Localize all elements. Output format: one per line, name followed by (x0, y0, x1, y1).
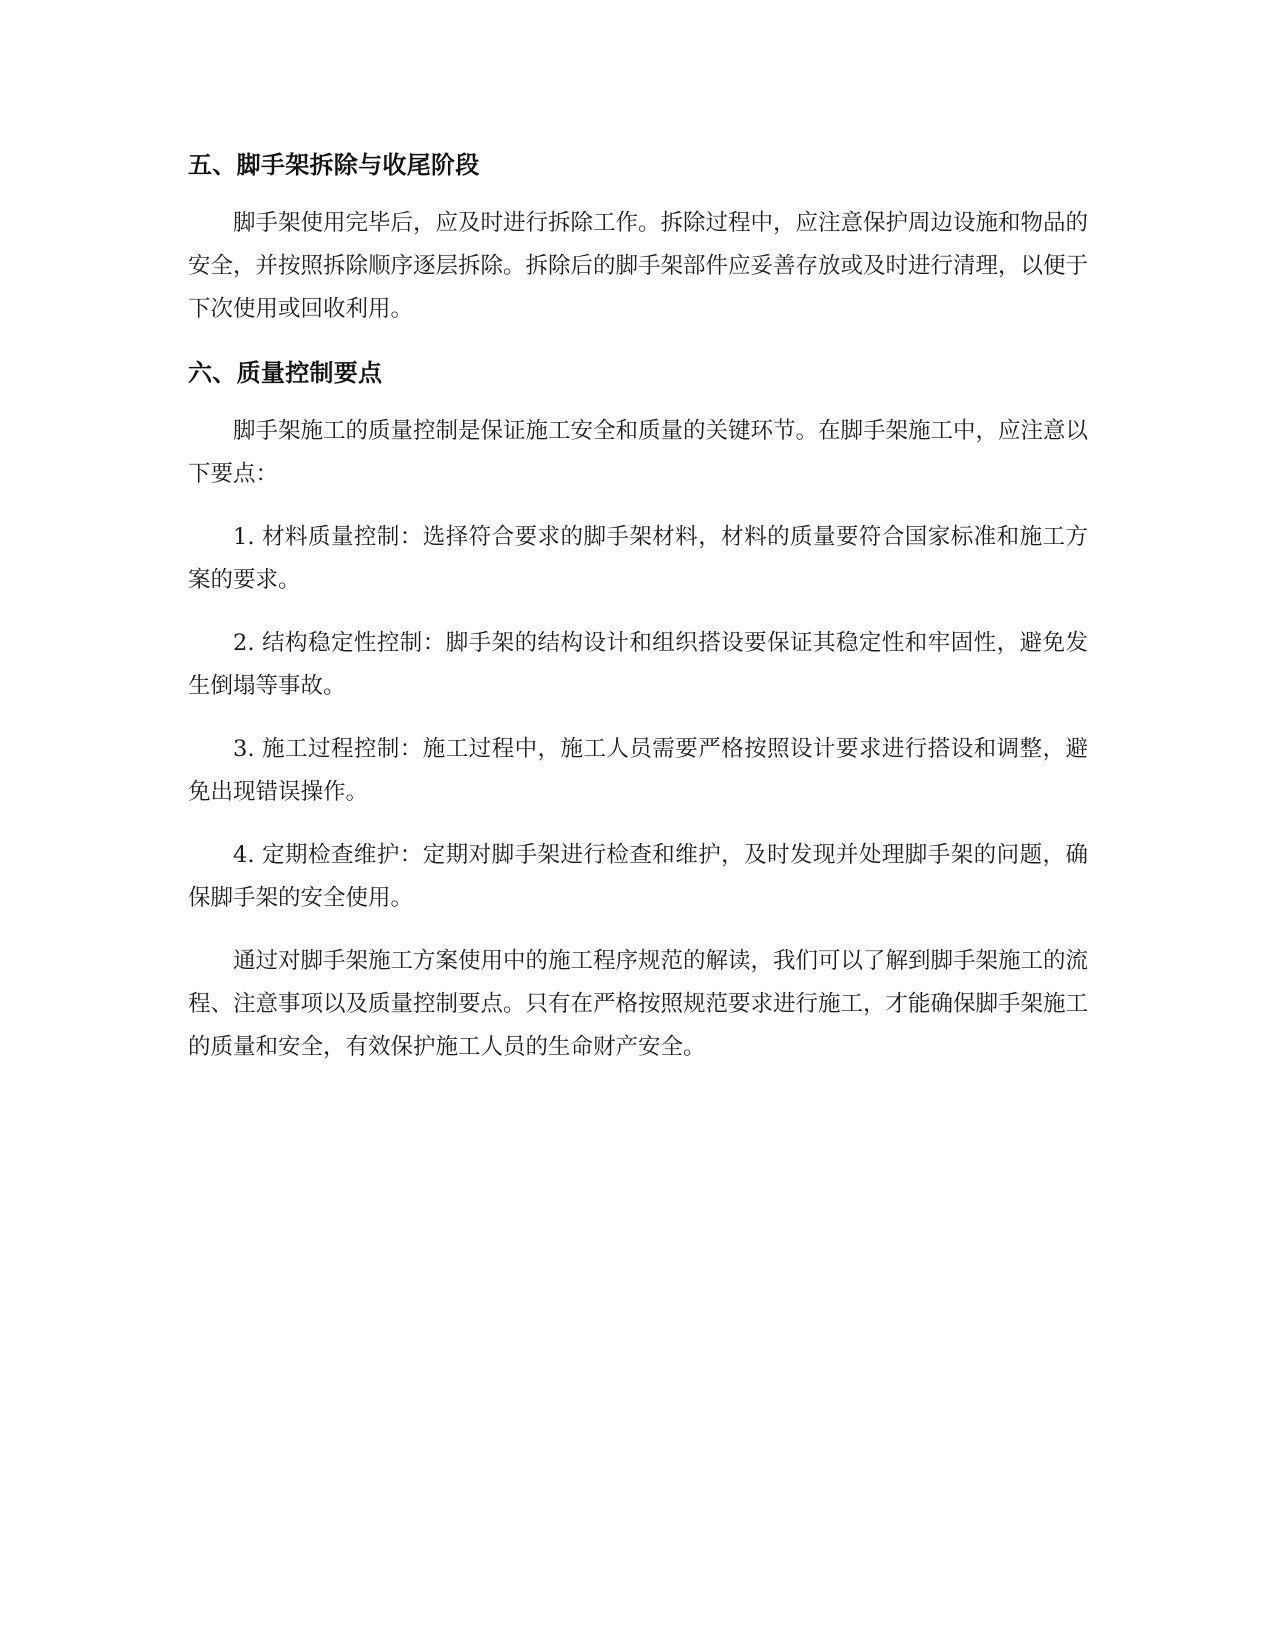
document-body (188, 145, 1088, 1069)
list-item-material-quality: 1. 材料质量控制：选择符合要求的脚手架材料，材料的质量要符合国家标准和施工方案的要求。 (188, 524, 1088, 593)
paragraph-quality-intro: 脚手架施工的质量控制是保证施工安全和质量的关键环节。在脚手架施工中，应注意以下要点： (188, 418, 1089, 487)
list-item-structural-stability: 2. 结构稳定性控制：脚手架的结构设计和组织搭设要保证其稳定性和牢固性，避免发生倒塌等事故。 (188, 630, 1088, 699)
section-heading-quality-control: 六、质量控制要点 (188, 359, 383, 387)
section-heading-dismantling: 五、脚手架拆除与收尾阶段 (188, 151, 480, 179)
list-item-process-control: 3. 施工过程控制：施工过程中，施工人员需要严格按照设计要求进行搭设和调整，避免出现错误操作。 (188, 736, 1088, 805)
paragraph-conclusion: 通过对脚手架施工方案使用中的施工程序规范的解读，我们可以了解到脚手架施工的流程、注意事项以及质量控制要点。只有在严格按照规范要求进行施工，才能确保脚手架施工的质量和安全，有效保护施工人员的生命财产安全。 (188, 948, 1089, 1060)
paragraph-dismantling: 脚手架使用完毕后，应及时进行拆除工作。拆除过程中，应注意保护周边设施和物品的安全，并按照拆除顺序逐层拆除。拆除后的脚手架部件应妥善存放或及时进行清理，以便于下次使用或回收利用。 (188, 210, 1089, 322)
list-item-inspection-maintenance: 4. 定期检查维护：定期对脚手架进行检查和维护，及时发现并处理脚手架的问题，确保脚手架的安全使用。 (188, 842, 1088, 911)
